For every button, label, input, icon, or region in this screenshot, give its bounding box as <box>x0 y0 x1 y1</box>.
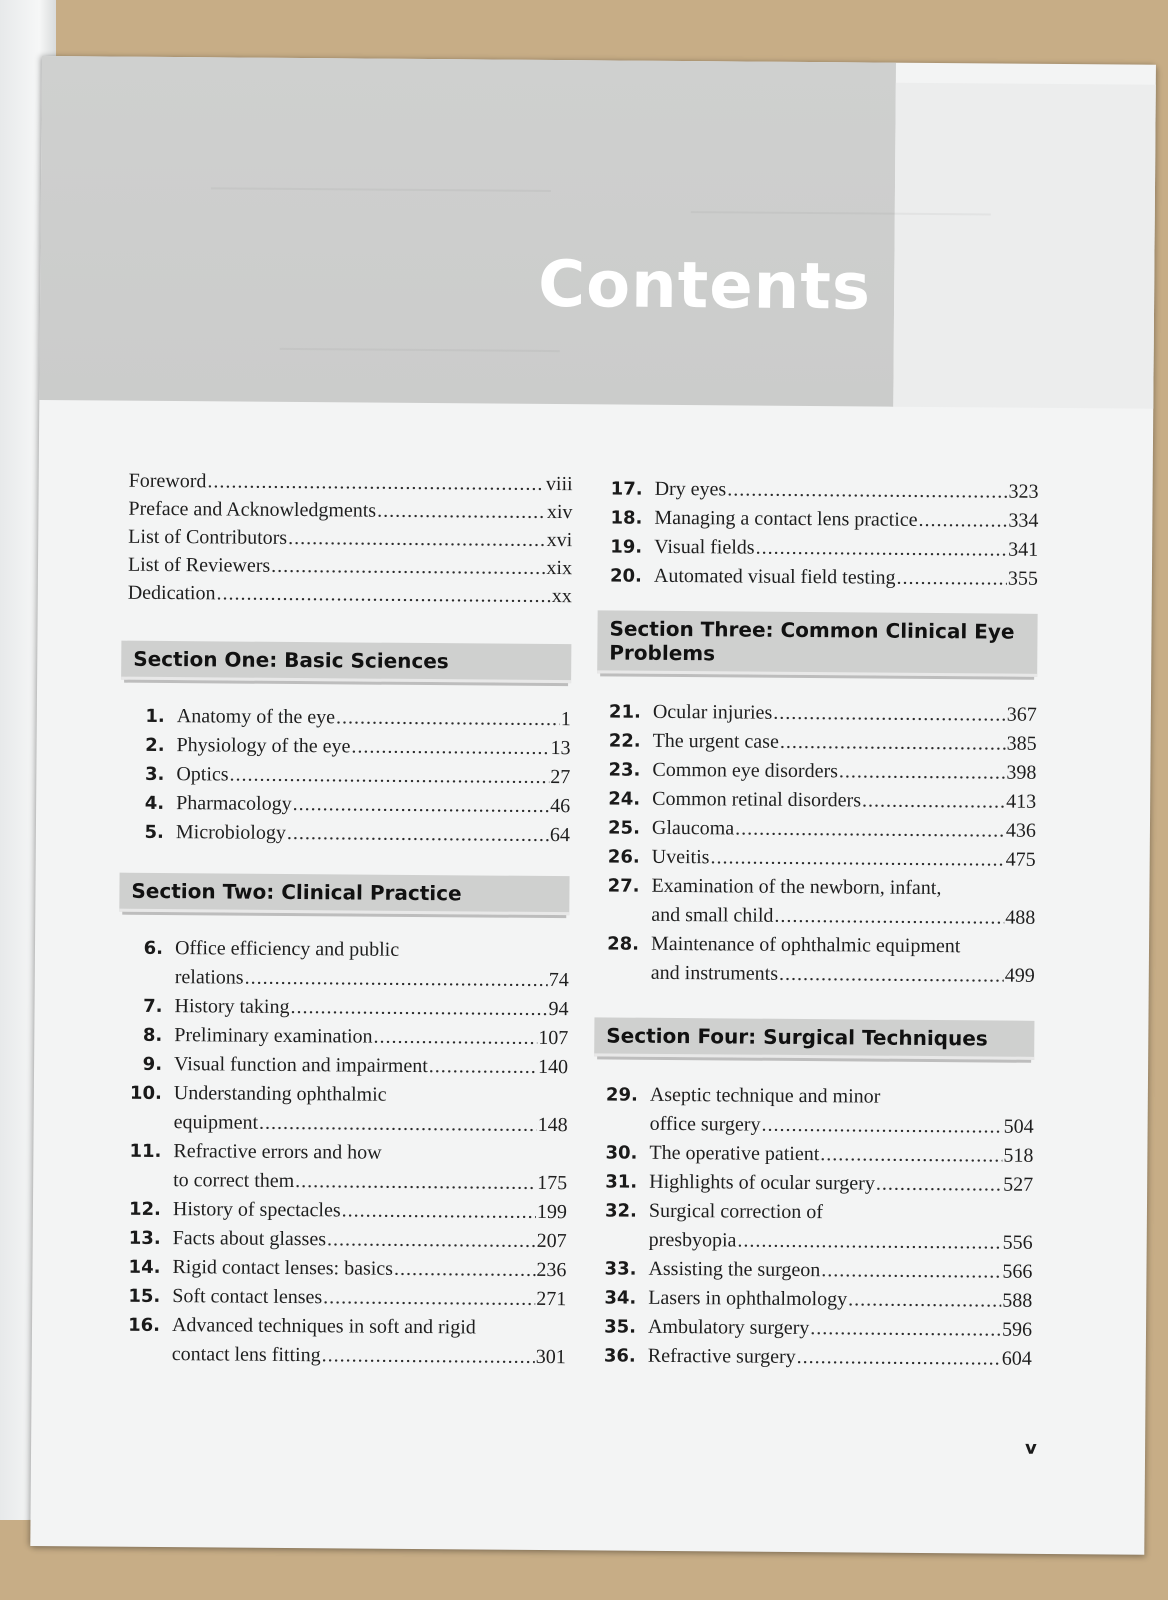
chapter-number: 16. <box>128 1314 161 1336</box>
entry-page: 74 <box>548 969 569 992</box>
chapter-number: 20. <box>609 565 643 587</box>
header-band-right <box>893 83 1156 409</box>
leader-dots <box>862 786 1005 816</box>
entry-title: Dedication <box>127 581 216 605</box>
entry-title: Common eye disorders <box>652 758 839 783</box>
chapter-number: 28. <box>607 933 640 955</box>
entry-page: 518 <box>1003 1144 1034 1167</box>
toc-entry <box>118 1021 568 1054</box>
chapter-number: 22. <box>608 730 641 752</box>
entry-page: 341 <box>1008 538 1039 561</box>
section-four-list <box>592 1080 1034 1373</box>
leader-dots <box>727 475 1008 506</box>
entry-title: Preface and Acknowledgments <box>128 497 377 522</box>
leader-dots <box>327 1225 536 1256</box>
section-two-list <box>116 934 569 1373</box>
entry-page: xvi <box>546 528 573 552</box>
leader-dots <box>336 703 560 734</box>
section-two-continued-list <box>598 474 1039 593</box>
leader-dots <box>737 1226 1001 1257</box>
chapter-number: 33. <box>604 1258 637 1280</box>
leader-dots <box>918 506 1007 536</box>
toc-entry <box>596 784 1036 816</box>
entry-title: Common retinal disorders <box>652 787 862 812</box>
entry-title: Highlights of ocular surgery <box>649 1170 875 1195</box>
leader-dots <box>259 1109 537 1140</box>
section-heading: Section Four: Surgical Techniques <box>594 1017 1034 1059</box>
leader-dots <box>245 964 548 995</box>
toc-entry <box>117 1195 567 1228</box>
leader-dots <box>271 552 545 582</box>
page-title: Contents <box>537 247 872 325</box>
entry-page: 271 <box>536 1287 567 1311</box>
entry-page: 140 <box>537 1055 569 1079</box>
chapter-number: 18. <box>610 507 643 529</box>
leader-dots <box>773 699 1006 730</box>
toc-entry <box>120 789 570 822</box>
toc-entry <box>123 467 573 499</box>
entry-title: Pharmacology <box>176 792 292 815</box>
chapter-number: 30. <box>605 1142 638 1164</box>
entry-title: Office efficiency and public <box>174 937 400 961</box>
toc-entry <box>597 726 1037 758</box>
entry-title: Preliminary examination <box>174 1024 373 1048</box>
entry-page: 413 <box>1006 790 1037 813</box>
entry-title: List of Reviewers <box>127 553 271 577</box>
entry-title: The urgent case <box>652 729 779 753</box>
entry-page: 527 <box>1003 1173 1034 1196</box>
leader-dots <box>207 467 545 498</box>
toc-entry <box>596 842 1036 874</box>
toc-entry <box>593 1167 1033 1199</box>
chapter-number: 1. <box>145 705 165 727</box>
leader-dots <box>735 814 1005 845</box>
chapter-number: 7. <box>143 995 163 1017</box>
entry-page: 94 <box>548 998 569 1021</box>
toc-entry <box>596 755 1036 787</box>
toc-entry <box>116 1282 566 1315</box>
entry-title: Optics <box>176 763 229 786</box>
entry-title-cont: relations <box>174 966 244 989</box>
leader-dots <box>287 819 549 850</box>
entry-page: 367 <box>1006 703 1037 726</box>
chapter-number: 17. <box>610 478 643 500</box>
toc-entry <box>593 1196 1033 1257</box>
toc-entry <box>592 1254 1032 1286</box>
entry-title: Dry eyes <box>654 477 727 501</box>
leader-dots <box>290 993 547 1024</box>
entry-title-cont: and small child <box>651 903 774 927</box>
chapter-number: 35. <box>604 1316 637 1338</box>
entry-title: Anatomy of the eye <box>176 705 336 729</box>
entry-title: Refractive errors and how <box>173 1140 382 1164</box>
chapter-number: 11. <box>129 1140 162 1162</box>
leader-dots <box>780 728 1006 759</box>
entry-page: 175 <box>537 1171 568 1195</box>
leader-dots <box>377 497 546 526</box>
section-heading: Section One: Basic Sciences <box>121 641 571 684</box>
toc-entry <box>121 702 571 735</box>
entry-title-cont: office surgery <box>649 1112 761 1136</box>
section-one-list <box>120 702 571 851</box>
chapter-number: 12. <box>128 1198 162 1220</box>
entry-title: Advanced techniques in soft and rigid <box>171 1314 476 1339</box>
entry-title: Refractive surgery <box>647 1344 796 1368</box>
toc-entry <box>120 731 570 764</box>
toc-entry <box>598 532 1038 564</box>
page-number: v <box>1025 1437 1037 1459</box>
leader-dots <box>322 1341 535 1372</box>
leader-dots <box>342 1196 536 1227</box>
entry-title: Ocular injuries <box>652 700 773 724</box>
leader-dots <box>761 1111 1002 1142</box>
entry-title-cont: presbyopia <box>648 1228 737 1252</box>
leader-dots <box>394 1255 536 1285</box>
entry-page: 46 <box>550 795 571 818</box>
toc-entry <box>595 871 1035 932</box>
entry-title-cont: and instruments <box>650 961 779 985</box>
chapter-number: 15. <box>128 1285 161 1307</box>
section-heading-line: Section Three: Common Clinical Eye <box>609 616 1015 644</box>
toc-entry <box>593 1138 1033 1170</box>
entry-page: xx <box>551 585 572 608</box>
leader-dots <box>710 843 1004 874</box>
entry-title: Foreword <box>128 469 207 493</box>
chapter-number: 8. <box>142 1024 163 1046</box>
toc-entry <box>122 551 572 583</box>
chapter-number: 10. <box>129 1082 162 1104</box>
chapter-number: 9. <box>142 1053 163 1075</box>
leader-dots <box>323 1283 535 1314</box>
toc-entry <box>596 813 1036 845</box>
entry-page: 556 <box>1002 1231 1033 1254</box>
entry-title-cont: to correct them <box>173 1169 295 1193</box>
entry-page: viii <box>545 472 573 496</box>
chapter-number: 36. <box>603 1345 636 1367</box>
chapter-number: 32. <box>604 1200 638 1222</box>
leader-dots <box>429 1052 537 1082</box>
entry-page: 436 <box>1005 819 1037 842</box>
chapter-number: 14. <box>128 1256 161 1278</box>
front-matter-list <box>122 467 573 611</box>
chapter-number: 31. <box>605 1171 638 1193</box>
entry-page: 355 <box>1007 567 1039 590</box>
entry-page: 236 <box>536 1258 567 1282</box>
toc-entry <box>595 929 1035 990</box>
entry-page: xix <box>546 556 573 580</box>
entry-page: 148 <box>537 1113 568 1137</box>
entry-page: 323 <box>1008 480 1039 503</box>
entry-title: Aseptic technique and minor <box>649 1083 881 1108</box>
section-heading: Section Two: Clinical Practice <box>119 873 569 916</box>
entry-page: 207 <box>536 1229 567 1253</box>
entry-title: List of Contributors <box>128 525 288 549</box>
toc-entry <box>592 1312 1032 1344</box>
leader-dots <box>839 757 1006 787</box>
toc-entry <box>598 561 1038 593</box>
entry-title: Surgical correction of <box>648 1199 824 1224</box>
entry-page: 596 <box>1001 1318 1033 1341</box>
leader-dots <box>755 534 1007 565</box>
chapter-number: 25. <box>607 817 641 839</box>
entry-page: 488 <box>1005 906 1036 929</box>
leader-dots <box>351 732 549 763</box>
entry-title: Glaucoma <box>651 816 735 840</box>
entry-page: 13 <box>550 737 571 760</box>
leader-dots <box>848 1285 1001 1315</box>
entry-title: Soft contact lenses <box>172 1285 323 1309</box>
chapter-number: 29. <box>605 1084 638 1106</box>
entry-title: Visual function and impairment <box>174 1053 428 1078</box>
entry-page: 504 <box>1003 1115 1034 1138</box>
leader-dots <box>896 564 1007 594</box>
entry-page: 604 <box>1001 1347 1032 1370</box>
leader-dots <box>820 1140 1002 1170</box>
entry-title: Uveitis <box>651 845 710 869</box>
entry-page: xiv <box>546 500 573 524</box>
chapter-number: 26. <box>607 846 640 868</box>
leader-dots <box>295 1167 536 1198</box>
toc-entry <box>116 1253 566 1286</box>
entry-title: Automated visual field testing <box>653 564 896 589</box>
toc-entry <box>122 579 572 611</box>
leader-dots <box>288 524 546 554</box>
toc-entry <box>597 697 1037 729</box>
section-heading <box>597 610 1037 676</box>
right-column <box>592 474 1039 1373</box>
toc-entry <box>594 1080 1034 1141</box>
entry-title: Ambulatory surgery <box>647 1315 810 1340</box>
chapter-number: 4. <box>144 792 165 814</box>
entry-page: 566 <box>1002 1260 1033 1283</box>
entry-page: 385 <box>1006 732 1037 755</box>
toc-entry <box>592 1283 1032 1315</box>
entry-page: 475 <box>1005 848 1036 871</box>
left-column <box>116 467 573 1373</box>
toc-entry <box>598 503 1038 535</box>
entry-title: Maintenance of ophthalmic equipment <box>650 932 961 958</box>
entry-title: History taking <box>174 995 290 1018</box>
toc-entry <box>118 1050 568 1083</box>
entry-title: Examination of the newborn, infant, <box>651 874 942 900</box>
leader-dots <box>373 1023 537 1053</box>
chapter-number: 21. <box>608 701 641 723</box>
entry-page: 1 <box>560 708 571 731</box>
chapter-number: 19. <box>610 536 643 558</box>
chapter-number: 5. <box>144 821 164 843</box>
entry-title: Facts about glasses <box>172 1227 327 1251</box>
section-three-list <box>595 697 1037 990</box>
entry-page: 334 <box>1008 509 1039 532</box>
toc-entry <box>120 818 570 851</box>
entry-title: Managing a contact lens practice <box>654 506 918 531</box>
entry-page: 398 <box>1006 761 1037 784</box>
chapter-number: 6. <box>143 937 164 959</box>
entry-page: 588 <box>1002 1289 1033 1312</box>
section-heading-line: Problems <box>609 640 716 666</box>
toc-entry <box>122 523 572 555</box>
entry-title: The operative patient <box>649 1141 820 1166</box>
leader-dots <box>774 902 1004 933</box>
leader-dots <box>797 1343 1001 1374</box>
toc-entry <box>116 1311 566 1373</box>
entry-title: Assisting the surgeon <box>648 1257 821 1282</box>
toc-entry <box>117 1137 567 1199</box>
leader-dots <box>876 1170 1003 1200</box>
entry-page: 107 <box>538 1026 569 1050</box>
leader-dots <box>293 790 550 821</box>
entry-page: 499 <box>1004 964 1035 987</box>
toc-entry <box>118 1079 568 1141</box>
chapter-number: 13. <box>128 1227 161 1249</box>
toc-entry <box>117 1224 567 1257</box>
chapter-number: 34. <box>604 1287 637 1309</box>
entry-page: 301 <box>535 1345 566 1369</box>
chapter-number: 3. <box>144 763 165 785</box>
toc-entry <box>122 495 572 527</box>
toc-entry <box>599 474 1039 506</box>
entry-title: Rigid contact lenses: basics <box>172 1256 394 1280</box>
entry-title-cont: contact lens fitting <box>171 1343 321 1367</box>
toc-entry <box>120 760 570 793</box>
header-band <box>39 56 896 407</box>
leader-dots <box>779 960 1004 991</box>
entry-page: 64 <box>549 824 570 847</box>
chapter-number: 24. <box>608 788 641 810</box>
entry-page: 27 <box>550 766 571 789</box>
chapter-number: 23. <box>608 759 641 781</box>
entry-title: Lasers in ophthalmology <box>648 1286 848 1311</box>
leader-dots <box>216 579 550 610</box>
leader-dots <box>821 1256 1001 1286</box>
entry-title-cont: equipment <box>173 1111 259 1134</box>
entry-title: Microbiology <box>175 821 286 844</box>
leader-dots <box>229 760 549 792</box>
toc-entry <box>592 1341 1032 1373</box>
toc-entry <box>119 934 569 996</box>
entry-title: History of spectacles <box>172 1198 341 1222</box>
toc-entry <box>118 992 568 1025</box>
leader-dots <box>810 1314 1001 1344</box>
entry-title: Physiology of the eye <box>176 734 351 758</box>
chapter-number: 2. <box>145 734 165 756</box>
entry-title: Understanding ophthalmic <box>173 1082 387 1106</box>
contents-page <box>30 56 1156 1555</box>
entry-page: 199 <box>536 1200 568 1224</box>
entry-title: Visual fields <box>654 535 755 559</box>
chapter-number: 27. <box>607 875 640 897</box>
